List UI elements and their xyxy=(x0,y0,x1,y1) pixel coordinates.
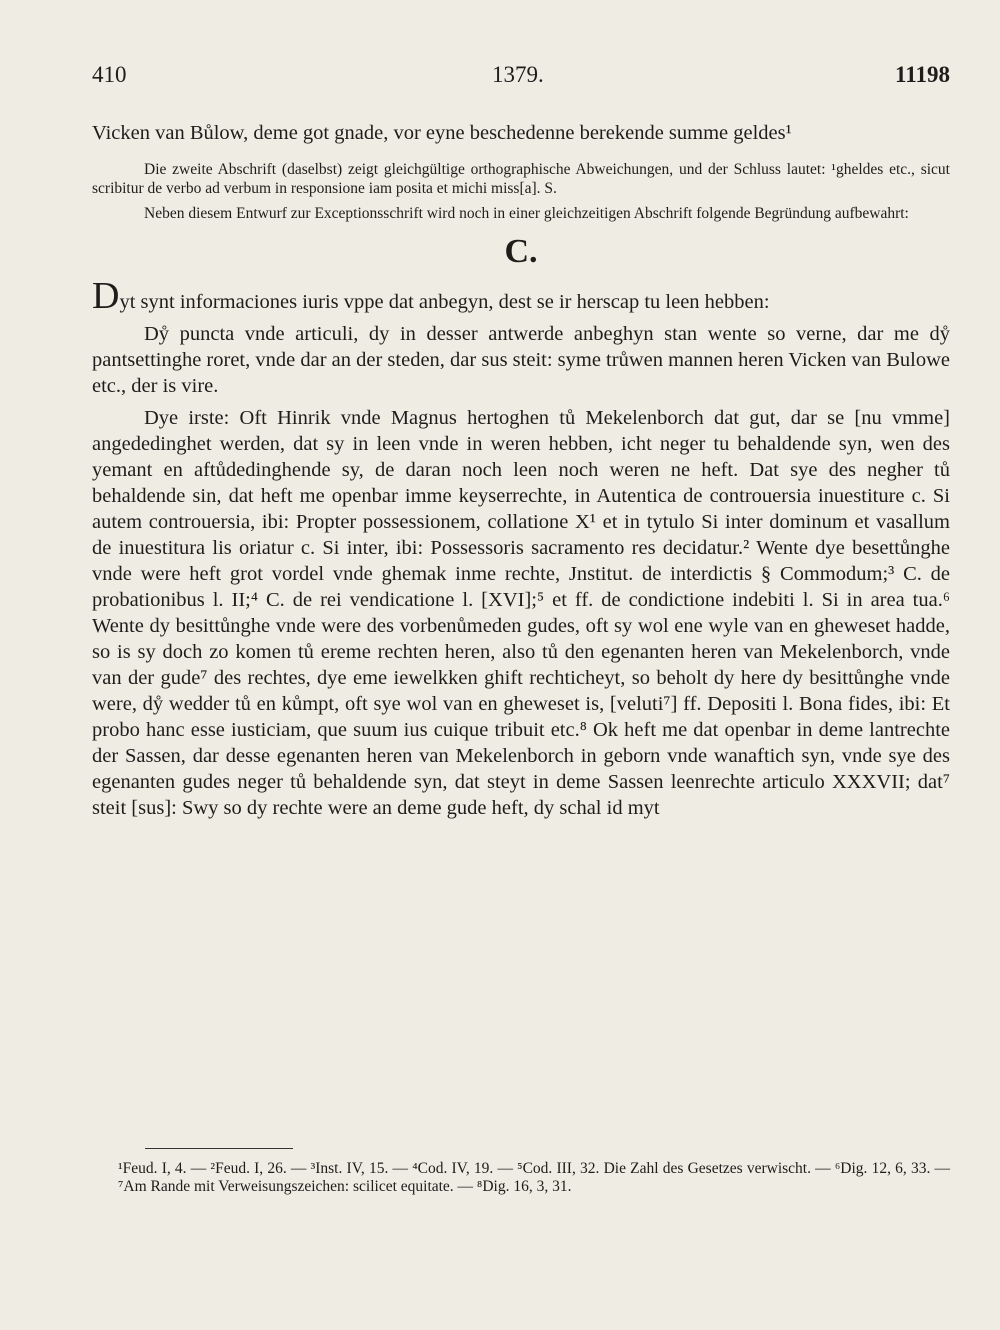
footnote-rule xyxy=(145,1148,293,1149)
footnotes: ¹Feud. I, 4. — ²Feud. I, 26. — ³Inst. IV, 15. — ⁴Cod. IV, 19. — ⁵Cod. III, 32. Die Zahl des Gesetzes verwischt. — ⁶Dig. 12, 6, 33. — ⁷Am Rande mit Verweisungszeichen: scilicet equitate. — ⁸Dig. 16, 3, 31. xyxy=(118,1160,950,1195)
page-number: 410 xyxy=(92,62,127,87)
editorial-note-1: Die zweite Abschrift (daselbst) zeigt gleichgültige orthographische Abweichungen, und der Schluss lautet: ¹gheldes etc., sicut scribitur de verbo ad verbum in responsione iam posita et michi miss[a]. S. xyxy=(92,161,950,197)
paragraph-1-text: yt synt informaciones iuris vppe dat anbegyn, dest se ir herscap tu leen hebben: xyxy=(119,291,770,313)
editorial-note-2: Neben diesem Entwurf zur Exceptionsschrift wird noch in einer gleichzeitigen Abschrift folgende Begründung aufbewahrt: xyxy=(144,205,909,222)
page-header xyxy=(92,62,950,96)
paragraph-3: Dye irste: Oft Hinrik vnde Magnus hertoghen tů Mekelenborch dat gut, dar se [nu vmme] angededinghet werden, dat sy in leen vnde in weren hebben, icht neger tu behaldende syn, wen des yemant en aftůdedinghende sy, de daran noch leen noch weren ne heft. Dat sye des negher tů behaldende sin, dat heft me openbar imme keyserrechte, in Autentica de controuersia inuestiture c. Si autem controuersia, ibi: Propter possessionem, collatione X¹ et in tytulo Si inter dominum et vasallum de inuestitura lis oriatur c. Si inter, ibi: Possessoris sacramento res decidatur.² Wente dye besettůnghe vnde were heft grot vordel vnde ghemak inme rechte, Jnstitut. de interdictis § Commodum;³ C. de probationibus l. II;⁴ C. de rei vendicatione l. [XVI];⁵ et ff. de condictione indebiti l. Si in area tua.⁶ Wente dy besittůnghe vnde were des vorbenůmeden gudes, oft sy wol ene wyle van en gheweset hadde, so is sy doch zo komen tů ereme rechten heren, also tů den egenanten heren van Mekelenborch, vnde van der gude⁷ des rechtes, dye eme iewelkken ghift rechticheyt, so beholt dy here dy besittůnghe vnde were, dẙ wedder tů en kůmpt, oft sye wol van en gheweset is, [veluti⁷] ff. Depositi l. Bona fides, ibi: Et probo hanc esse iusticiam, que suum ius cuique tribuit etc.⁸ Ok heft me dat openbar in deme lantrechte der Sassen, dar desse egenanten heren van Mekelenborch in geborn vnde wanaftich syn, vnde sye des egenanten gudes neger tů behaldende syn, dat steyt in deme Sassen leenrechte articulo XXXVII; dat⁷ steit [sus]: Swy so dy rechte were an deme gude heft, dy schal id myt xyxy=(92,407,950,819)
section-letter: C. xyxy=(504,233,538,270)
year-heading: 1379. xyxy=(492,62,544,87)
paragraph-2: Dẙ puncta vnde articuli, dy in desser antwerde anbeghyn stan wente so verne, dar me dẙ pantsettinghe roret, vnde dar an der steden, dar sus steit: syme trůwen mannen heren Vicken van Bulowe etc., der is vire. xyxy=(92,323,950,397)
drop-cap: D xyxy=(92,275,120,317)
document-number: 11198 xyxy=(895,62,950,87)
intro-line: Vicken van Bůlow, deme got gnade, vor eyne beschedenne berekende summe geldes¹ xyxy=(92,122,792,144)
paragraph-1 xyxy=(92,275,950,317)
page-body xyxy=(92,120,950,821)
